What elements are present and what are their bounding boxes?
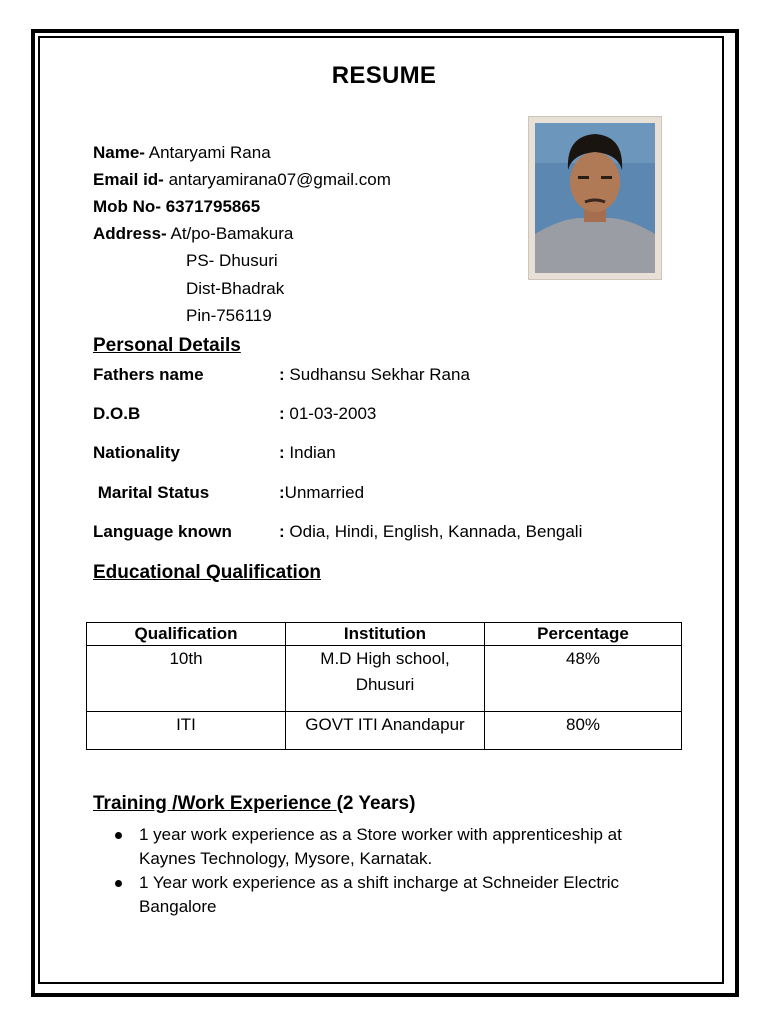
table-row: [87, 646, 682, 712]
fathers-name-label: Fathers name: [93, 365, 204, 384]
email-line: [93, 169, 391, 191]
name-label: Name-: [93, 143, 145, 162]
nationality-row: [279, 442, 336, 464]
table-header-row: [87, 623, 682, 646]
address-line: [93, 223, 293, 245]
address-line-1: At/po-Bamakura: [170, 224, 294, 243]
colon: :: [279, 365, 285, 384]
bullet-icon: [115, 880, 122, 887]
institution-cell: M.D High school, Dhusuri: [286, 646, 485, 712]
fathers-name-value: Sudhansu Sekhar Rana: [284, 365, 470, 384]
colon: :: [279, 443, 285, 462]
colon: :: [279, 483, 285, 502]
mobile-label: Mob No-: [93, 197, 161, 216]
qualification-cell: 10th: [87, 646, 286, 712]
colon: :: [279, 404, 285, 423]
address-line-4: Pin-756119: [186, 306, 272, 325]
education-table: [86, 622, 682, 750]
email-value: antaryamirana07@gmail.com: [168, 170, 391, 189]
marital-status-label: Marital Status: [93, 483, 210, 502]
nationality-label: Nationality: [93, 443, 180, 462]
marital-status-row: [279, 482, 364, 504]
experience-list: [110, 823, 670, 919]
person-photo: [528, 116, 662, 280]
experience-heading-underlined: Training /Work Experience: [93, 793, 337, 814]
fathers-name-row: [279, 364, 470, 386]
dob-label: D.O.B: [93, 404, 141, 423]
table-row: [87, 712, 682, 750]
experience-heading: [93, 793, 415, 815]
language-label: Language known: [93, 522, 232, 541]
dob-value: 01-03-2003: [284, 404, 377, 423]
percentage-cell: 80%: [485, 712, 682, 750]
email-label: Email id-: [93, 170, 164, 189]
marital-status-value: Unmarried: [284, 483, 365, 502]
personal-details-heading: Personal Details: [93, 335, 241, 356]
nationality-value: Indian: [284, 443, 336, 462]
bullet-icon: [115, 832, 122, 839]
colon: :: [279, 522, 285, 541]
dob-row: [279, 403, 376, 425]
mobile-line: [93, 196, 260, 218]
qualification-cell: ITI: [87, 712, 286, 750]
column-header-institution: Institution: [286, 623, 485, 646]
education-heading: Educational Qualification: [93, 562, 322, 583]
address-line-2: PS- Dhusuri: [186, 251, 278, 270]
column-header-qualification: Qualification: [87, 623, 286, 646]
name-value: Antaryami Rana: [148, 143, 271, 162]
address-line-3: Dist-Bhadrak: [186, 279, 285, 298]
language-row: [279, 521, 582, 543]
name-line: [93, 142, 271, 164]
mobile-value: 6371795865: [165, 197, 261, 216]
percentage-cell: 48%: [485, 646, 682, 712]
institution-cell: GOVT ITI Anandapur: [286, 712, 485, 750]
language-value: Odia, Hindi, English, Kannada, Bengali: [284, 522, 583, 541]
experience-duration: (2 Years): [336, 793, 416, 814]
experience-item-text: 1 Year work experience as a shift incharge at Schneider Electric Bangalore: [139, 873, 620, 916]
address-label: Address-: [93, 224, 167, 243]
experience-item-text: 1 year work experience as a Store worker with apprenticeship at Kaynes Technology, Mysore, Karnatak.: [139, 825, 622, 868]
resume-title: RESUME: [331, 62, 437, 89]
column-header-percentage: Percentage: [485, 623, 682, 646]
list-item: [110, 871, 670, 919]
list-item: [110, 823, 670, 871]
